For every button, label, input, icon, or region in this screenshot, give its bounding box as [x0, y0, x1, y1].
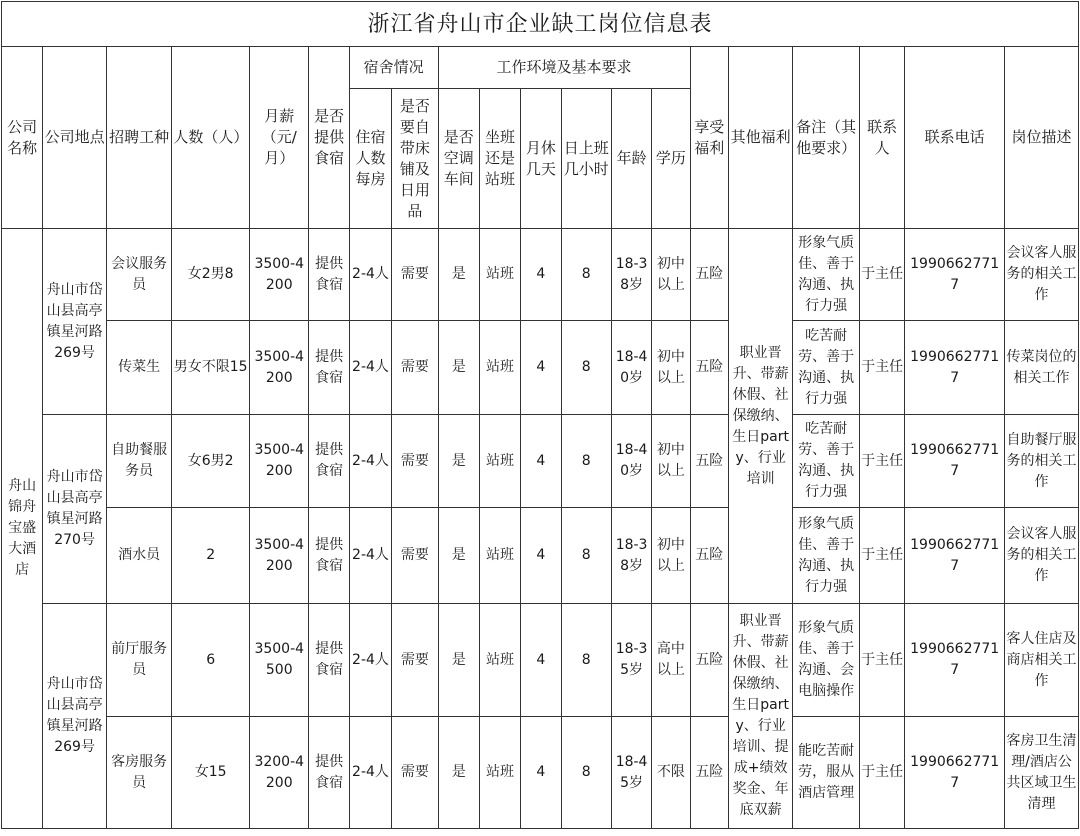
sit-stand-cell: 站班 [479, 717, 520, 829]
age-cell: 18-40岁 [611, 415, 651, 508]
job-vacancy-table [1, 1, 1079, 829]
per-room-cell: 2-4人 [349, 321, 391, 415]
company-address-cell: 舟山市岱山县高亭镇星河路269号 [43, 229, 107, 415]
job-type-cell: 客房服务员 [106, 717, 172, 829]
header-hours: 日上班几小时 [561, 89, 611, 229]
headcount-cell: 6 [172, 604, 250, 717]
salary-cell: 3500-4200 [250, 321, 309, 415]
sit-stand-cell: 站班 [479, 508, 520, 604]
salary-cell: 3500-4200 [250, 415, 309, 508]
days-off-cell: 4 [521, 229, 561, 321]
header-phone: 联系电话 [905, 47, 1005, 229]
aircon-cell: 是 [438, 604, 479, 717]
phone-cell: 19906627717 [905, 321, 1005, 415]
table-title: 浙江省舟山市企业缺工岗位信息表 [2, 2, 1079, 47]
remarks-cell: 形象气质佳、善于沟通、会电脑操作 [793, 604, 860, 717]
insurance-cell: 五险 [690, 604, 728, 717]
meals-cell: 提供食宿 [309, 604, 349, 717]
contact-cell: 于主任 [859, 604, 904, 717]
header-company-address: 公司地点 [43, 47, 107, 229]
age-cell: 18-38岁 [611, 229, 651, 321]
bedding-cell: 需要 [392, 508, 438, 604]
aircon-cell: 是 [438, 415, 479, 508]
age-cell: 18-38岁 [611, 508, 651, 604]
days-off-cell: 4 [521, 508, 561, 604]
table-row [2, 229, 1079, 321]
job-type-cell: 酒水员 [106, 508, 172, 604]
job-desc-cell: 客人住店及商店相关工作 [1005, 604, 1079, 717]
hours-cell: 8 [561, 415, 611, 508]
headcount-cell: 女2男8 [172, 229, 250, 321]
headcount-cell: 女6男2 [172, 415, 250, 508]
header-bring-bedding: 是否要自带床铺及日用品 [392, 89, 438, 229]
bedding-cell: 需要 [392, 415, 438, 508]
phone-cell: 19906627717 [905, 717, 1005, 829]
education-cell: 不限 [652, 717, 690, 829]
bedding-cell: 需要 [392, 321, 438, 415]
age-cell: 18-45岁 [611, 717, 651, 829]
header-per-room: 住宿人数每房 [349, 89, 391, 229]
days-off-cell: 4 [521, 321, 561, 415]
remarks-cell: 形象气质佳、善于沟通、执行力强 [793, 229, 860, 321]
header-other-benefits: 其他福利 [728, 47, 793, 229]
other-benefits-cell: 职业晋升、带薪休假、社保缴纳、生日party、行业培训、提成+绩效奖金、年底双薪 [728, 604, 793, 829]
header-company-name: 公司名称 [2, 47, 43, 229]
remarks-cell: 吃苦耐劳、善于沟通、执行力强 [793, 321, 860, 415]
aircon-cell: 是 [438, 508, 479, 604]
age-cell: 18-40岁 [611, 321, 651, 415]
insurance-cell: 五险 [690, 321, 728, 415]
aircon-cell: 是 [438, 717, 479, 829]
hours-cell: 8 [561, 229, 611, 321]
header-meals-lodging: 是否提供食宿 [309, 47, 349, 229]
headcount-cell: 女15 [172, 717, 250, 829]
contact-cell: 于主任 [859, 229, 904, 321]
meals-cell: 提供食宿 [309, 508, 349, 604]
job-type-cell: 会议服务员 [106, 229, 172, 321]
remarks-cell: 吃苦耐劳、善于沟通、执行力强 [793, 415, 860, 508]
header-education: 学历 [652, 89, 690, 229]
table-row [2, 508, 1079, 604]
per-room-cell: 2-4人 [349, 508, 391, 604]
table-row [2, 321, 1079, 415]
insurance-cell: 五险 [690, 508, 728, 604]
header-contact: 联系人 [859, 47, 904, 229]
salary-cell: 3200-4200 [250, 717, 309, 829]
job-desc-cell: 客房卫生清理/酒店公共区域卫生清理 [1005, 717, 1079, 829]
job-type-cell: 前厅服务员 [106, 604, 172, 717]
headcount-cell: 2 [172, 508, 250, 604]
salary-cell: 3500-4200 [250, 508, 309, 604]
other-benefits-cell: 职业晋升、带薪休假、社保缴纳、生日party、行业培训 [728, 229, 793, 604]
company-address-cell: 舟山市岱山县高亭镇星河路270号 [43, 415, 107, 604]
meals-cell: 提供食宿 [309, 415, 349, 508]
job-desc-cell: 传菜岗位的相关工作 [1005, 321, 1079, 415]
education-cell: 初中以上 [652, 508, 690, 604]
contact-cell: 于主任 [859, 321, 904, 415]
header-sit-stand: 坐班还是站班 [479, 89, 520, 229]
education-cell: 初中以上 [652, 321, 690, 415]
headcount-cell: 男女不限15 [172, 321, 250, 415]
education-cell: 初中以上 [652, 229, 690, 321]
hours-cell: 8 [561, 604, 611, 717]
days-off-cell: 4 [521, 717, 561, 829]
sit-stand-cell: 站班 [479, 415, 520, 508]
company-name-cell: 舟山锦舟宝盛大酒店 [2, 229, 43, 829]
per-room-cell: 2-4人 [349, 604, 391, 717]
per-room-cell: 2-4人 [349, 717, 391, 829]
header-group-dorm: 宿舍情况 [349, 47, 438, 89]
header-salary: 月薪（元/月） [250, 47, 309, 229]
header-remarks: 备注（其他要求） [793, 47, 860, 229]
job-desc-cell: 会议客人服务的相关工作 [1005, 508, 1079, 604]
aircon-cell: 是 [438, 229, 479, 321]
phone-cell: 19906627717 [905, 415, 1005, 508]
job-type-cell: 传菜生 [106, 321, 172, 415]
company-address-cell: 舟山市岱山县高亭镇星河路269号 [43, 604, 107, 829]
contact-cell: 于主任 [859, 415, 904, 508]
job-type-cell: 自助餐服务员 [106, 415, 172, 508]
salary-cell: 3500-4200 [250, 229, 309, 321]
days-off-cell: 4 [521, 604, 561, 717]
sit-stand-cell: 站班 [479, 229, 520, 321]
phone-cell: 19906627717 [905, 508, 1005, 604]
job-desc-cell: 自助餐厅服务的相关工作 [1005, 415, 1079, 508]
header-age: 年龄 [611, 89, 651, 229]
education-cell: 初中以上 [652, 415, 690, 508]
sit-stand-cell: 站班 [479, 321, 520, 415]
meals-cell: 提供食宿 [309, 717, 349, 829]
bedding-cell: 需要 [392, 717, 438, 829]
header-group-work-env: 工作环境及基本要求 [438, 47, 690, 89]
header-aircon: 是否空调车间 [438, 89, 479, 229]
age-cell: 18-35岁 [611, 604, 651, 717]
days-off-cell: 4 [521, 415, 561, 508]
header-headcount: 人数（人） [172, 47, 250, 229]
meals-cell: 提供食宿 [309, 321, 349, 415]
per-room-cell: 2-4人 [349, 229, 391, 321]
contact-cell: 于主任 [859, 717, 904, 829]
header-job-type: 招聘工种 [106, 47, 172, 229]
hours-cell: 8 [561, 321, 611, 415]
sit-stand-cell: 站班 [479, 604, 520, 717]
contact-cell: 于主任 [859, 508, 904, 604]
insurance-cell: 五险 [690, 717, 728, 829]
hours-cell: 8 [561, 717, 611, 829]
aircon-cell: 是 [438, 321, 479, 415]
per-room-cell: 2-4人 [349, 415, 391, 508]
header-insurance: 享受福利 [690, 47, 728, 229]
bedding-cell: 需要 [392, 604, 438, 717]
table-row [2, 604, 1079, 717]
table-row [2, 717, 1079, 829]
remarks-cell: 形象气质佳、善于沟通、执行力强 [793, 508, 860, 604]
remarks-cell: 能吃苦耐劳，服从酒店管理 [793, 717, 860, 829]
job-desc-cell: 会议客人服务的相关工作 [1005, 229, 1079, 321]
insurance-cell: 五险 [690, 229, 728, 321]
phone-cell: 19906627717 [905, 604, 1005, 717]
header-days-off: 月休几天 [521, 89, 561, 229]
table-row [2, 415, 1079, 508]
phone-cell: 19906627717 [905, 229, 1005, 321]
meals-cell: 提供食宿 [309, 229, 349, 321]
header-job-desc: 岗位描述 [1005, 47, 1079, 229]
insurance-cell: 五险 [690, 415, 728, 508]
education-cell: 高中以上 [652, 604, 690, 717]
bedding-cell: 需要 [392, 229, 438, 321]
salary-cell: 3500-4500 [250, 604, 309, 717]
hours-cell: 8 [561, 508, 611, 604]
